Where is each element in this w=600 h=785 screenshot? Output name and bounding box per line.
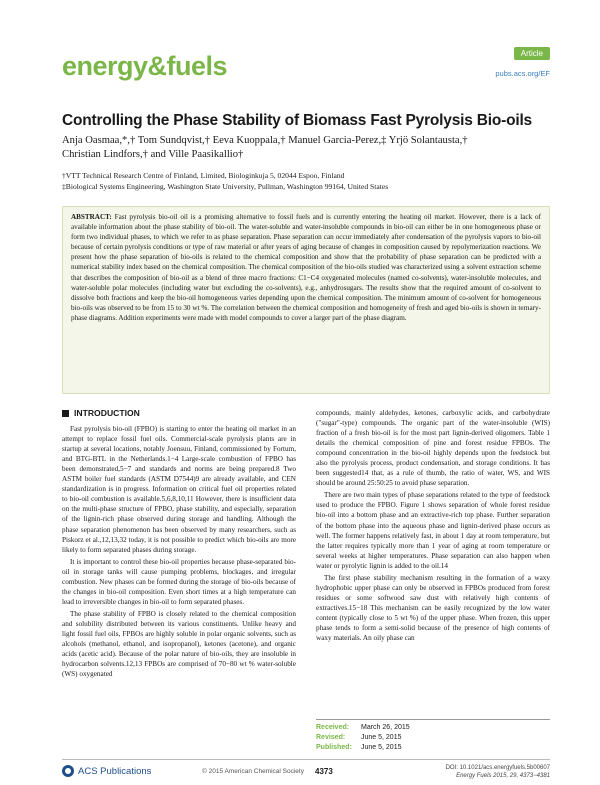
abstract-label: ABSTRACT: — [71, 213, 112, 221]
left-column — [62, 408, 296, 681]
history-row-received: Received: March 26, 2015 — [316, 724, 410, 731]
article-type-badge: Article — [514, 47, 550, 60]
section-heading-introduction: INTRODUCTION — [62, 408, 296, 418]
citation: Energy Fuels 2015, 29, 4373−4381 — [456, 773, 550, 779]
abstract-box — [62, 206, 550, 394]
section-square-icon — [62, 410, 69, 417]
affiliation-2: ‡Biological Systems Engineering, Washington State University, Pullman, Washington 99164, United States — [62, 182, 389, 191]
intro-paragraph: The phase stability of FPBO is closely related to the chemical composition and solubility distributed between its various constituents. Unlike heavy and light fossil fuel oils, FPBOs are highly soluble in polar organic solvents, such as alcohols (methanol, ethanol, and isopropanol), ketones (acetone), and organic acids (acetic acid). Because of the polar nature of bio-oils, they are insoluble in hydrocarbon solvents.12,13 FPBOs are comprised of 70−80 wt % water-soluble (WS) oxygenated — [62, 609, 296, 679]
intro-paragraph: The first phase stability mechanism resulting in the formation of a waxy hydrophobic upper phase can only be observed in FPBOs produced from forest residues or some softwood saw dust with relatively high contents of extractives.15−18 This mechanism can be easily recognized by the low water content (typically close to 5 wt %) of the upper phase. When frozen, this upper phase tends to form a semi-solid because of the presence of high contents of waxy materials. An oily phase can — [316, 573, 550, 643]
article-title: Controlling the Phase Stability of Biomass Fast Pyrolysis Bio-oils — [62, 112, 532, 129]
right-column — [316, 408, 550, 645]
author-list — [62, 134, 542, 162]
acs-publications-logo: ACS Publications — [62, 765, 151, 777]
intro-paragraph: compounds, mainly aldehydes, ketones, carboxylic acids, and carbohydrate ("sugar"-type) compounds. The organic part of the water-insoluble (WIS) fraction of a fresh bio-oil is for the most part lignin-derived oligomers. Table 1 details the chemical composition of pine and forest residue FPBOs. The compound concentration in the bio-oil highly depends upon the feedstock but also the pyrolysis process, product condensation, and storage conditions. It has been suggested14 that, as a rule of thumb, the ratio of water, WS, and WIS should be around 25:50:25 to avoid phase separation. — [316, 409, 550, 488]
journal-url-link[interactable]: pubs.acs.org/EF — [495, 69, 550, 78]
intro-paragraph: There are two main types of phase separations related to the type of feedstock used to produce the FPBO. Figure 1 shows separation of whole forest residue bio-oil into a bottom phase and an extractive-rich top phase. Further separation of the bottom phase into the aqueous phase and lignin-derived phase occurs as well. The former happens relatively fast, in about 1 day at room temperature, but the latter requires typically more than 1 year of aging at room temperature or several weeks at higher temperatures. Phase separation can also happen when water or pyrolytic lignin is added to the oil.14 — [316, 491, 550, 570]
journal-header — [62, 45, 550, 87]
article-history — [316, 719, 550, 753]
history-row-published: Published: June 5, 2015 — [316, 744, 402, 751]
affiliations — [62, 170, 550, 192]
acs-logo-icon — [62, 765, 74, 777]
copyright-notice: © 2015 American Chemical Society — [202, 768, 304, 775]
doi-link[interactable]: DOI: 10.1021/acs.energyfuels.5b00607 — [445, 765, 550, 771]
page-footer — [62, 759, 550, 781]
abstract-text: Fast pyrolysis bio-oil oil is a promising alternative to fossil fuels and is currently entering the heating oil market. However, there is a lack of available information about the phase stability of bio-oil. The water-soluble and water-insoluble compounds in bio-oil can either be in one homogeneous phase or form two individual phases, to which we refer to as phase separation. Phase separation can occur immediately after condensation of the pyrolysis vapors to bio-oil because of certain pyrolysis conditions or type of raw material or after years of aging because of changes in composition caused by repolymerization reactions. We present how the phase separation of bio-oils is related to the chemical composition and show that the probability of phase separation can be predicted with a numerical stability index based on the chemical composition. The chemical composition of the bio-oils studied was characterized using a solvent extraction scheme that describes the composition of bio-oil as a blend of three macro fractions: C1−C4 oxygenated molecules (named co-solvents), water-insoluble molecules, and water-soluble polar molecules (including water but excluding the co-solvents), e.g., anhydrosugars. The results show that the required amount of co-solvent to dissolve both fractions and keep the bio-oil homogeneous varies depending upon the chemical composition. The minimum amount of co-solvent for homogeneous bio-oils was observed to be from 15 to 30 wt %. The correlation between the chemical composition and homogeneity of fresh and aged bio-oils is shown in ternary-phase diagrams. Addition experiments were made with model compounds to cover a larger part of the phase diagram. — [71, 213, 541, 322]
doi-citation — [446, 764, 550, 780]
journal-logo: energy&fuels — [62, 51, 228, 81]
authors-line-2: Christian Lindfors,† and Ville Paasikallio† — [62, 149, 244, 160]
page-number: 4373 — [315, 767, 333, 776]
intro-paragraph: Fast pyrolysis bio-oil (FPBO) is starting to enter the heating oil market in an attempt to replace fossil fuel oils. Commercial-scale pyrolysis plants are in startup at several locations, notably Joensuu, Finland, commissioned by Fortum, and BTG-BTL in the Netherlands.1−4 Large-scale combustion of FPBO has been demonstrated,5−7 and standards and norms are being prepared.8 Two ASTM boiler fuel standards (ASTM D7544)9 are already available, and CEN standardization is in progress. Information on critical fuel oil properties related to bio-oil combustion is available.5,6,8,10,11 However, there is insufficient data on the multi-phase structure of FPBO, phase stability, and especially, separation of the lignin-rich phase observed during storage and handling. Although the phase separation phenomenon has been observed by many researchers, such as Piskorz et al.,12,13,32 today, it is not possible to predict which bio-oils are more likely to form separated phases during storage. — [62, 425, 296, 554]
intro-paragraph: It is important to control these bio-oil properties because phase-separated bio-oil in storage tanks will cause pumping problems, blockages, and irregular combustion. New phases can be formed during the storage of bio-oils because of the changes in bio-oil composition. Even short times at a high temperature can lead to irreversible changes in bio-oil to form separated phases. — [62, 557, 296, 606]
affiliation-1: †VTT Technical Research Centre of Finland, Limited, Biologinkuja 5, 02044 Espoo, Finland — [62, 171, 345, 180]
authors-line-1: Anja Oasmaa,*,† Tom Sundqvist,† Eeva Kuoppala,† Manuel Garcia-Perez,‡ Yrjö Solantausta,† — [62, 135, 468, 146]
history-row-revised: Revised: June 5, 2015 — [316, 734, 402, 741]
